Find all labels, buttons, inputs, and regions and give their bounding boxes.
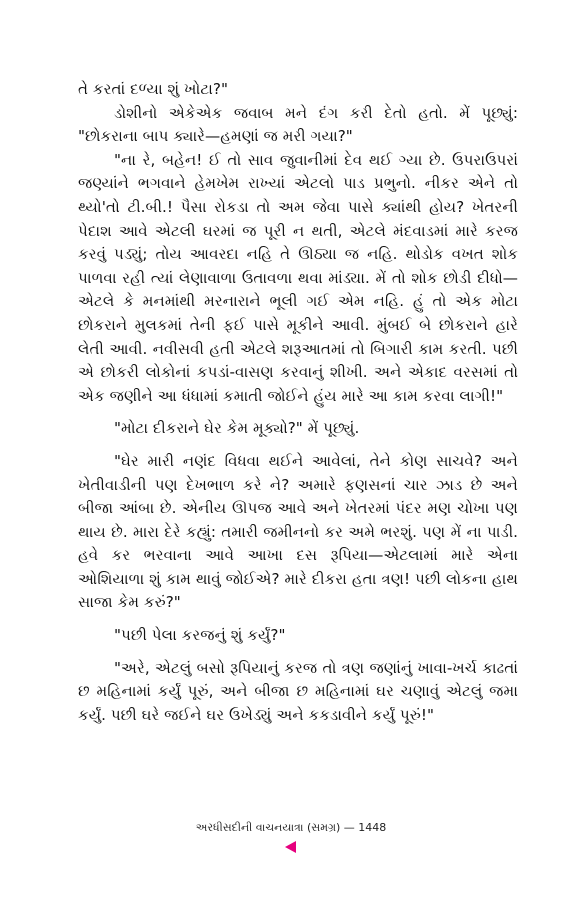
paragraph-2: ડોશીનો એકેએક જવાબ મને દંગ કરી દેતો હતો. મેં પૂછ્યું: "છોકરાના બાપ ક્યારે—હમણાં જ મરી ગયા?" (78, 103, 518, 146)
paragraph-5: "ઘેર મારી નણંદ વિધવા થઈને આવેલાં, તેને કોણ સાચવે? અને ખેતીવાડીની પણ દેખભાળ કરે ને? અમારે ફણસનાં ચાર ઝાડ છે અને બીજા આંબા છે. એનીય ઊપજ આવે અને ખેતરમાં પંદર મણ ચોખા પણ થાય છે. મારા દેરે કહ્યું: તમારી જમીનનો કર અમે ભરશું. પણ મેં ના પાડી. હવે કર ભરવાના આવે આખા દસ રૂપિયા—એટલામાં મારે એના ઓશિયાળા શું કામ થાવું જોઈએ? મારે દીકરા હતા ત્રણ! પછી લોકના હાથ સાજા કેમ કરું?" (78, 451, 518, 612)
paragraph-4: "મોટા દીકરાને ઘેર કેમ મૂક્યો?" મેં પૂછ્યું. (114, 419, 360, 438)
left-triangle-icon[interactable] (285, 841, 296, 853)
body-text (78, 78, 518, 727)
paragraph-6: "પછી પેલા કરજનું શું કર્યું?" (114, 626, 286, 645)
paragraph-3: "ના રે, બહેન! ઈ તો સાવ જુવાનીમાં દેવ થઈ ગ્યા છે. ઉપરાઉપરાં જણ્યાંને ભગવાને હેમખેમ રાખ્યાં એટલો પાડ પ્રભુનો. નીકર એને તો થ્યો'તો ટી.બી.! પૈસા રોકડા તો અમ જેવા પાસે ક્યાંથી હોય? ખેતરની પેદાશ આવે એટલી ઘરમાં જ પૂરી ન થતી, એટલે મંદવાડમાં મારે કરજ કરવું પડ્યું; તોય આવરદા નહિ તે ઊઠ્યા જ નહિ. થોડોક વખત શોક પાળવા રહી ત્યાં લેણાવાળા ઉતાવળા થવા માંડ્યા. મેં તો શોક છોડી દીધો—એટલે કે મનમાંથી મરનારાને ભૂલી ગઈ એમ નહિ. હું તો એક મોટા છોકરાને મુલકમાં તેની ફઈ પાસે મૂકીને આવી. મુંબઈ બે છોકરાને હારે લેતી આવી. નવીસવી હતી એટલે શરૂઆતમાં તો બિગારી કામ કરતી. પછી એ છોકરી લોકોનાં કપડાં-વાસણ કરવાનું શીખી. અને એકાદ વરસમાં તો એક જણીને આ ધંધામાં કમાતી જોઈને હુંય મારે આ કામ કરવા લાગી!" (78, 150, 518, 405)
paragraph-7: "અરે, એટલું બસો રૂપિયાનું કરજ તો ત્રણ જણાંનું ખાવા-ખર્ચ કાઢતાં છ મહિનામાં કર્યું પૂરું, અને બીજા છ મહિનામાં ઘર ચણાવું એટલું જમા કર્યું. પછી ઘરે જઈને ઘર ઉખેડ્યું અને કકડાવીને કર્યું પૂરું!" (78, 658, 518, 724)
page-footer: અરધીસદીની વાચનયાત્રા (સમગ્ર) — 1448 (195, 821, 387, 834)
paragraph-1: તે કરતાં દળ્યા શું ખોટા?" (78, 80, 228, 98)
